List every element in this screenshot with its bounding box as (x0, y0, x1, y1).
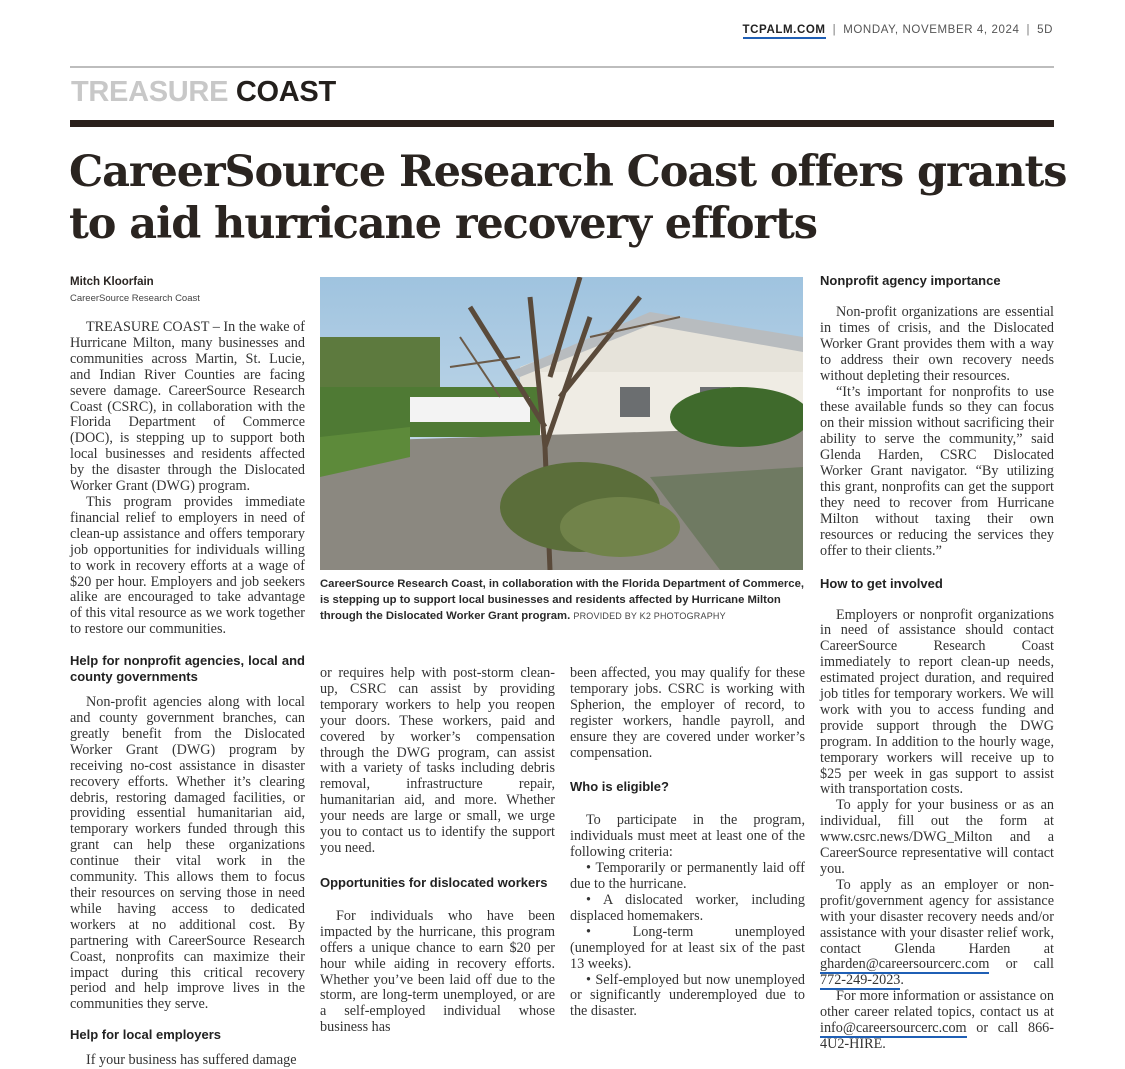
byline-affiliation: CareerSource Research Coast (70, 293, 200, 304)
email-link-info[interactable]: info@careersourcerc.com (820, 1020, 967, 1037)
bullet-text: A dislocated worker, including displaced homemakers. (570, 891, 805, 924)
column-1 (70, 320, 305, 1069)
top-rule (70, 66, 1054, 68)
text: For more information or assistance on other career related topics, contact us at (820, 988, 1054, 1021)
subheading: Help for local employers (70, 1027, 221, 1043)
issue-date: MONDAY, NOVEMBER 4, 2024 (843, 24, 1020, 36)
paragraph: To participate in the program, individuals must meet at least one of the following criteria: (570, 812, 805, 861)
subheading: Opportunities for dislocated workers (320, 874, 548, 890)
bullet-item: • Long-term unemployed (unemployed for at least six of the past 13 weeks). (570, 923, 805, 972)
email-link-gharden[interactable]: gharden@careersourcerc.com (820, 956, 990, 973)
site-link[interactable]: TCPALM.COM (743, 24, 826, 39)
separator: | (832, 24, 837, 36)
paragraph: To apply for your business or as an individual, fill out the form at www.csrc.news/DWG_Milton and a CareerSource representative will contact you. (820, 797, 1054, 877)
bullet-item: • Temporarily or permanently laid off due to the hurricane. (570, 860, 805, 893)
bullet-text: Long-term unemployed (unemployed for at least six of the past 13 weeks). (570, 923, 805, 972)
column-2 (320, 666, 555, 1036)
bullet-text: Self-employed but now unemployed or significantly underemployed due to the disaster. (570, 971, 805, 1020)
photo-caption (320, 576, 810, 624)
paragraph: Employers or nonprofit organizations in need of assistance should contact CareerSource Research Coast immediately to report clean-up needs, estimated project duration, and required job titles for temporary workers. We will work with you to access funding and provide support through the DWG program. In addition to the hourly wage, temporary workers will receive up to $25 per week in gas support to assist with transportation costs. (820, 606, 1054, 798)
text: or call (989, 956, 1054, 973)
paragraph: For individuals who have been impacted by the hurricane, this program offers a unique chance to earn $20 per hour while aiding in recovery efforts. Whether you’ve been laid off due to the storm, are long-term unemployed, or are a self-employed individual whose business has (320, 907, 555, 1036)
paragraph: If your business has suffered damage (86, 1052, 297, 1069)
storm-damage-photo (320, 277, 803, 570)
photo-credit: PROVIDED BY K2 PHOTOGRAPHY (573, 611, 726, 621)
page-number: 5D (1037, 24, 1053, 36)
section-title-light: TREASURE (71, 76, 229, 108)
caption-text: CareerSource Research Coast, in collaboration with the Florida Department of Commerce, is stepping up to support local businesses and residents affected by Hurricane Milton through the Dislocated Worker Grant program. (320, 578, 805, 622)
section-title-dark: COAST (235, 76, 336, 108)
headline: CareerSource Research Coast offers grants to aid hurricane recovery efforts (69, 147, 1067, 249)
phone-link[interactable]: 772-249-2023 (820, 972, 901, 989)
byline-author: Mitch Kloorfain (70, 276, 154, 288)
paragraph: been affected, you may qualify for these temporary jobs. CSRC is working with Spherion, the employer of record, to register workers, handle payroll, and ensure they are covered under worker’s compensation. (570, 665, 805, 761)
paragraph (820, 878, 1054, 989)
text: or call 866-4U2-HIRE. (820, 1020, 1054, 1052)
text: To apply as an employer or non-profit/government agency for assistance with your disaster recovery needs and/or assistance with your disaster relief work, contact Glenda Harden at (820, 876, 1054, 957)
paragraph: “It’s important for nonprofits to use these available funds so they can focus on their mission without sacrificing their ability to serve the community,” said Glenda Harden, CSRC Dislocated Worker Grant navigator. “By utilizing this grant, nonprofits can get the support they need to recover from Hurricane Milton without taxing their own resources or reducing the services they offer to their clients.” (820, 383, 1054, 559)
paragraph (820, 989, 1054, 1053)
bullet-item: • Self-employed but now unemployed or significantly underemployed due to the disaster. (570, 971, 805, 1020)
subheading: Who is eligible? (570, 779, 669, 795)
paragraph: Non-profit organizations are essential in times of crisis, and the Dislocated Worker Grant provides them with a way to address their own recovery needs without depleting their resources. (820, 304, 1054, 384)
paragraph: or requires help with post-storm clean-up, CSRC can assist by providing temporary workers to help you reopen your doors. These workers, paid and covered by worker’s compensation through the DWG program, can assist with a variety of tasks including debris removal, infrastructure repair, humanitarian aid, and more. Whether your needs are large or small, we urge you to contact us to identify the support you need. (320, 665, 555, 856)
text: . (900, 972, 904, 989)
masthead (743, 24, 1054, 36)
subheading: Nonprofit agency importance (820, 273, 1001, 288)
subheading: Help for nonprofit agencies, local and county governments (70, 653, 305, 685)
subheading: How to get involved (820, 575, 943, 591)
paragraph: TREASURE COAST – In the wake of Hurricane Milton, many businesses and communities across Martin, St. Lucie, and Indian River Counties are facing severe damage. CareerSource Research Coast (CSRC), in collaboration with the Florida Department of Commerce (DOC), is stepping up to support both local businesses and residents affected by the disaster through the Dislocated Worker Grant (DWG) program. (70, 319, 305, 495)
column-4 (820, 273, 1054, 1053)
paragraph: This program provides immediate financial relief to employers in need of clean-up assistance and offers temporary job opportunities for individuals willing to work in recovery efforts at a wage of $20 per hour. Employers and job seekers alike are encouraged to take advantage of this vital resource as we work together to restore our communities. (70, 493, 305, 638)
section-rule (70, 120, 1054, 127)
column-3 (570, 666, 805, 1020)
bullet-text: Temporarily or permanently laid off due to the hurricane. (570, 860, 805, 893)
bullet-item: • A dislocated worker, including displaced homemakers. (570, 891, 805, 924)
separator: | (1026, 24, 1031, 36)
article-photo (320, 277, 803, 570)
paragraph: Non-profit agencies along with local and county government branches, can greatly benefit from the Dislocated Worker Grant (DWG) program by receiving no-cost assistance in disaster recovery efforts. Whether it’s clearing debris, restoring damaged facilities, or providing essential humanitarian aid, temporary workers funded through this grant can help these organizations continue their vital work in the community. This allows them to focus their resources on serving those in need while having access to dedicated workers at no additional cost. By partnering with CareerSource Research Coast, nonprofits can maximize their impact during this critical recovery period and help improve lives in the communities they serve. (70, 694, 305, 1013)
section-title (71, 76, 336, 109)
